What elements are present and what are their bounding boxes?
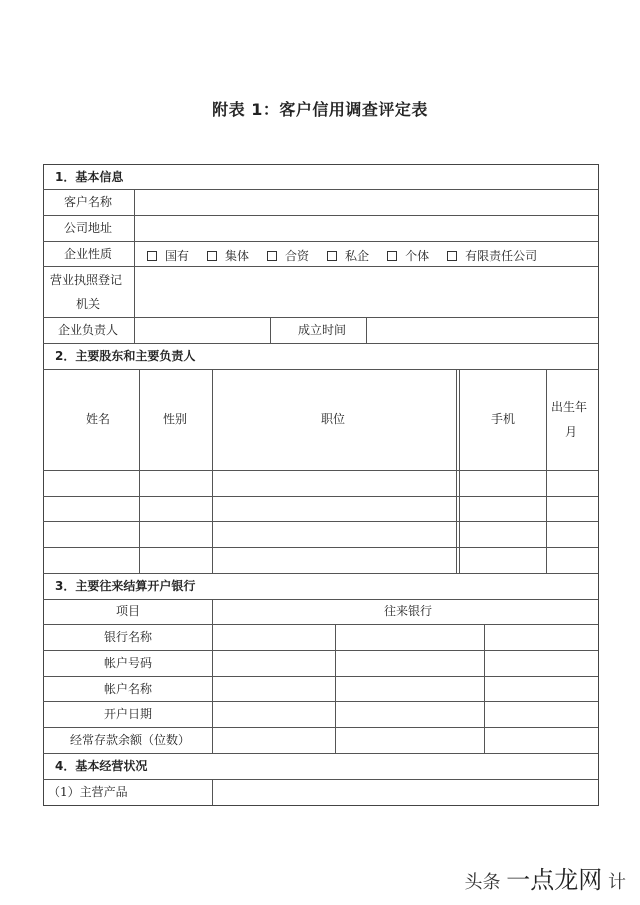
row-divider — [43, 547, 598, 548]
row-divider — [43, 241, 598, 242]
label-license-authority-line2: 机关 — [76, 297, 101, 311]
row-divider — [43, 701, 598, 702]
label-customer-name: 客户名称 — [64, 195, 113, 209]
label-opening-date: 开户日期 — [104, 707, 153, 721]
checkbox-icon[interactable] — [267, 251, 277, 261]
checkbox-icon[interactable] — [147, 251, 157, 261]
col-divider — [366, 317, 367, 343]
section-shareholders-heading: 2．主要股东和主要负责人 — [55, 349, 196, 363]
section-operations-heading: 4．基本经营状况 — [55, 759, 148, 773]
option-state-owned[interactable]: 国有 — [147, 247, 189, 264]
col-divider — [484, 624, 485, 753]
col-header-gender: 性别 — [163, 412, 188, 426]
watermark — [465, 860, 626, 895]
col-divider — [546, 369, 547, 573]
col-header-item: 项目 — [116, 604, 141, 618]
page-title: 附表 1：客户信用调查评定表 — [212, 100, 428, 119]
row-divider — [43, 496, 598, 497]
col-header-position: 职位 — [321, 412, 346, 426]
col-divider — [212, 599, 213, 753]
row-divider — [43, 599, 598, 600]
label-account-number: 帐户号码 — [104, 656, 153, 670]
checkbox-icon[interactable] — [387, 251, 397, 261]
col-header-phone: 手机 — [491, 412, 516, 426]
col-divider — [335, 624, 336, 753]
label-bank-name: 银行名称 — [104, 630, 153, 644]
checkbox-icon[interactable] — [327, 251, 337, 261]
row-divider — [43, 470, 598, 471]
option-limited-liability[interactable]: 有限责任公司 — [447, 247, 537, 264]
col-header-name: 姓名 — [86, 412, 111, 426]
col-header-bank: 往来银行 — [384, 604, 433, 618]
row-divider — [43, 727, 598, 728]
row-divider — [43, 624, 598, 625]
section-bank-heading: 3．主要往来结算开户银行 — [55, 579, 196, 593]
row-divider — [43, 521, 598, 522]
checkbox-icon[interactable] — [447, 251, 457, 261]
row-divider — [43, 266, 598, 267]
col-divider — [212, 779, 213, 805]
col-header-birth-line1: 出生年 — [551, 400, 588, 414]
label-license-authority-line1: 营业执照登记 — [50, 273, 123, 287]
company-nature-options — [147, 247, 555, 264]
label-deposit-balance: 经常存款余额（位数） — [70, 733, 191, 747]
row-divider — [43, 317, 598, 318]
label-company-head: 企业负责人 — [58, 323, 119, 337]
label-company-address: 公司地址 — [64, 221, 113, 235]
checkbox-icon[interactable] — [207, 251, 217, 261]
option-joint-venture[interactable]: 合资 — [267, 247, 309, 264]
col-divider — [139, 369, 140, 573]
col-divider — [459, 369, 460, 573]
watermark-prefix: 头条 — [464, 872, 501, 893]
row-divider — [43, 189, 598, 190]
row-divider — [43, 779, 598, 780]
row-divider — [43, 343, 598, 344]
label-main-products: （1）主营产品 — [48, 785, 128, 799]
row-divider — [43, 369, 598, 370]
label-established-date: 成立时间 — [298, 323, 347, 337]
option-individual[interactable]: 个体 — [387, 247, 429, 264]
col-divider — [456, 369, 457, 573]
watermark-suffix: 计 — [608, 872, 626, 893]
watermark-brand: 一点龙网 — [506, 866, 603, 894]
section-basic-info-heading: 1．基本信息 — [55, 170, 124, 184]
option-collective[interactable]: 集体 — [207, 247, 249, 264]
col-divider — [134, 189, 135, 343]
label-company-nature: 企业性质 — [64, 247, 113, 261]
option-private[interactable]: 私企 — [327, 247, 369, 264]
row-divider — [43, 676, 598, 677]
col-divider — [212, 369, 213, 573]
label-account-name: 帐户名称 — [104, 682, 153, 696]
row-divider — [43, 753, 598, 754]
col-divider — [270, 317, 271, 343]
row-divider — [43, 215, 598, 216]
col-header-birth-line2: 月 — [565, 425, 578, 439]
row-divider — [43, 573, 598, 574]
row-divider — [43, 650, 598, 651]
